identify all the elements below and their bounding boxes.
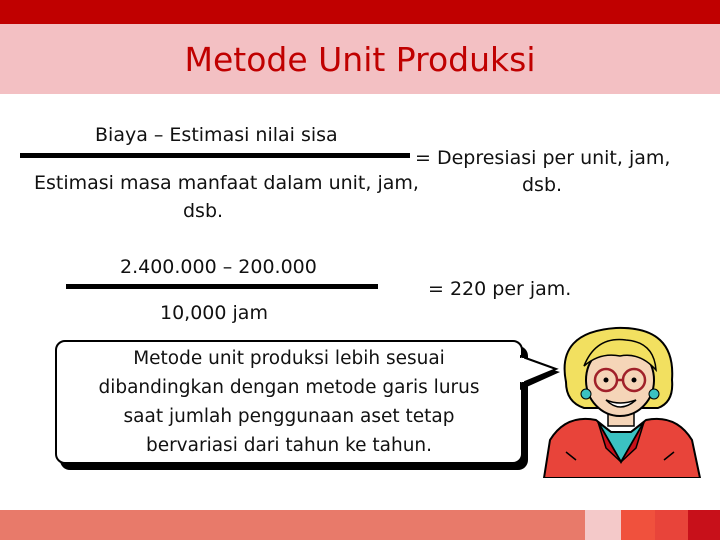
footer-segment-1 [0,510,585,540]
footer-segment-3 [621,510,655,540]
woman-presenter-illustration [536,322,706,478]
footer-segment-2 [585,510,621,540]
formula-denominator-line1: Estimasi masa manfaat dalam unit, jam, [34,172,419,194]
speech-line-2: dibandingkan dengan metode garis lurus [98,377,480,398]
example-denominator: 10,000 jam [160,302,268,324]
speech-line-1: Metode unit produksi lebih sesuai [133,348,445,369]
formula-denominator-line2: dsb. [183,200,224,222]
slide-title: Metode Unit Produksi [184,40,536,79]
speech-text [55,344,523,460]
speech-line-3: saat jumlah penggunaan aset tetap [123,406,455,427]
formula-fraction-line [20,153,410,158]
footer-segment-4 [655,510,688,540]
speech-line-4: bervariasi dari tahun ke tahun. [145,435,433,456]
example-fraction-line [66,284,378,289]
formula-result-line1: = Depresiasi per unit, jam, [415,147,671,169]
footer-segment-5 [688,510,720,540]
formula-result-line2: dsb. [522,174,563,196]
example-result: = 220 per jam. [428,278,572,300]
example-numerator: 2.400.000 – 200.000 [120,256,317,278]
formula-numerator: Biaya – Estimasi nilai sisa [95,124,338,146]
top-accent-bar [0,0,720,24]
